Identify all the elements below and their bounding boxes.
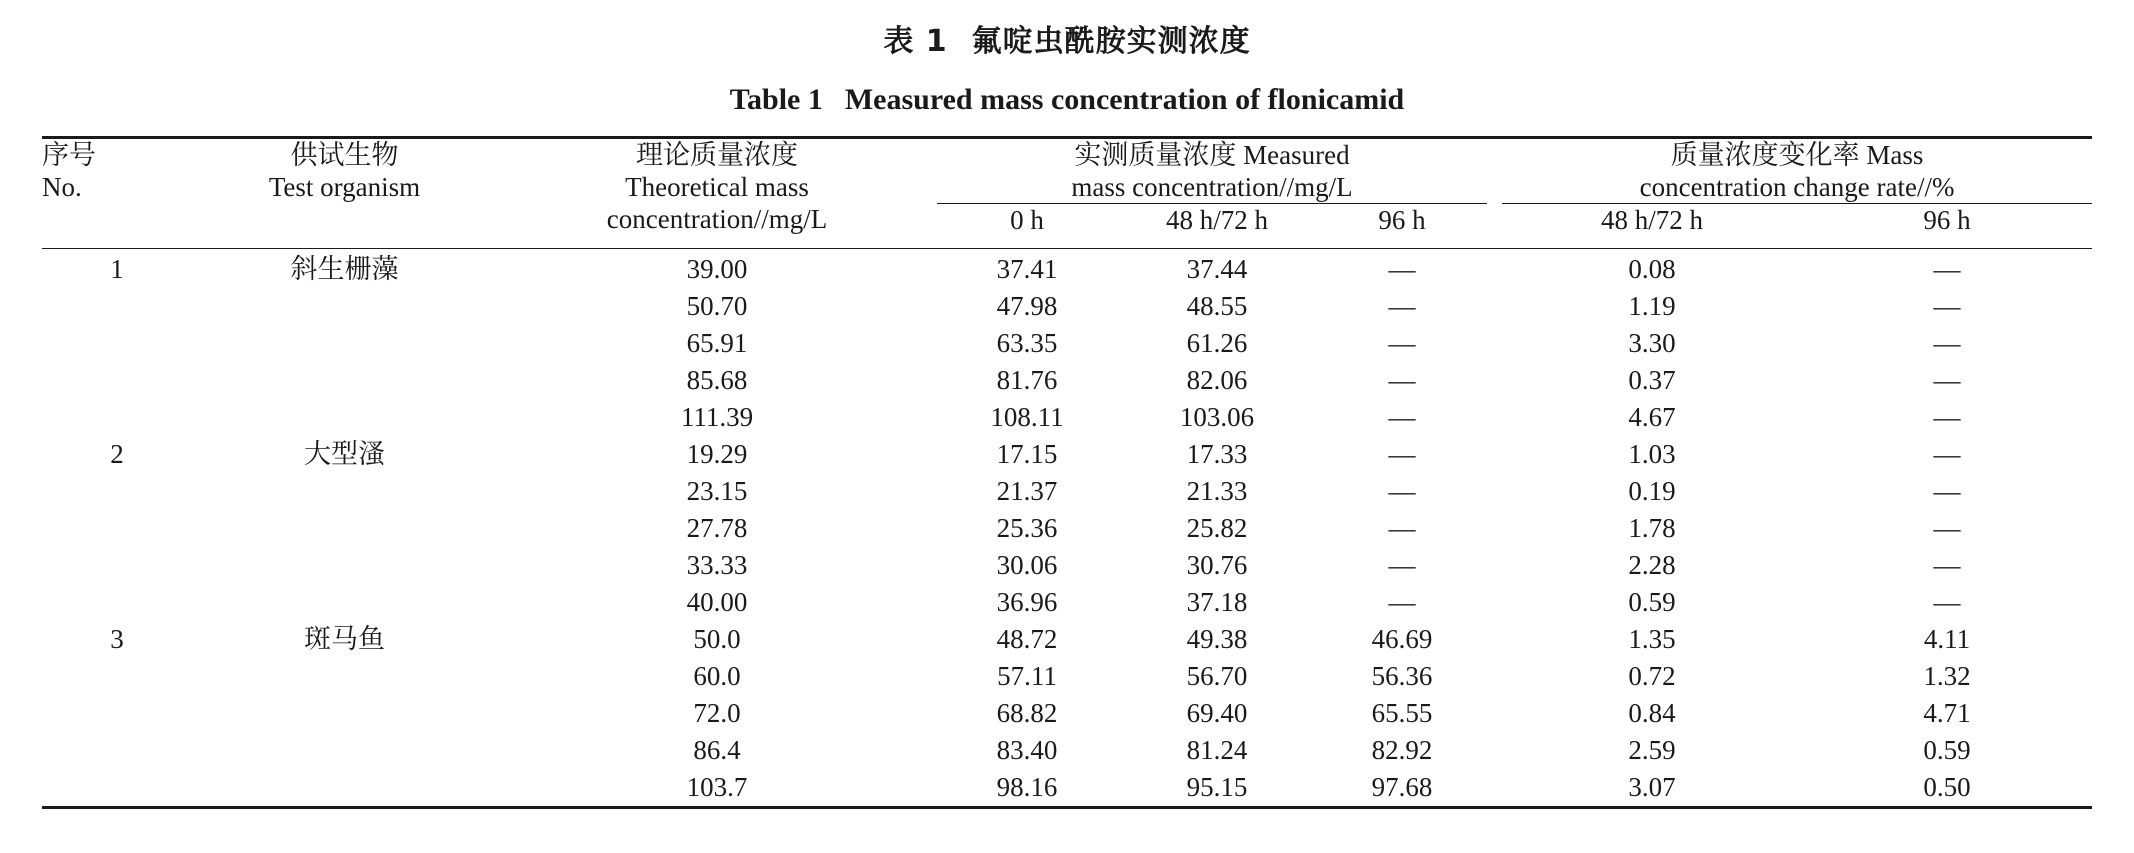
header-measured-2: mass concentration//mg/L — [1071, 172, 1353, 202]
cell-rate-96h: — — [1933, 476, 1961, 506]
cell-gap — [1487, 510, 1502, 547]
cell-gap — [1487, 732, 1502, 769]
cell-organism — [192, 399, 497, 436]
header-organism — [192, 138, 497, 249]
cell-theoretical: 40.00 — [686, 587, 748, 617]
cell-rate-48-72h: 0.72 — [1628, 661, 1676, 691]
cell-measured-48-72h: 103.06 — [1179, 402, 1255, 432]
cell-rate-48-72h: 1.19 — [1628, 291, 1676, 321]
table-caption-chinese — [0, 22, 2134, 62]
table-number-english: Table 1 — [729, 83, 823, 116]
cell-rate-96h: — — [1933, 439, 1961, 469]
cell-measured-96h: — — [1388, 365, 1416, 395]
table-title-chinese: 氟啶虫酰胺实测浓度 — [971, 24, 1251, 59]
cell-gap — [1487, 436, 1502, 473]
cell-number — [42, 473, 192, 510]
header-organism-cn: 供试生物 — [290, 140, 399, 170]
cell-rate-48-72h: 0.08 — [1628, 254, 1676, 284]
cell-measured-96h: — — [1388, 291, 1416, 321]
cell-number — [42, 769, 192, 808]
header-number-cn: 序号 — [42, 140, 96, 170]
cell-measured-0h: 47.98 — [996, 291, 1058, 321]
cell-measured-96h: — — [1388, 587, 1416, 617]
cell-organism — [192, 325, 497, 362]
cell-measured-96h: — — [1388, 550, 1416, 580]
cell-measured-0h: 37.41 — [996, 254, 1058, 284]
cell-organism — [192, 547, 497, 584]
cell-organism: 大型溞 — [304, 439, 385, 469]
cell-measured-96h: 56.36 — [1371, 661, 1433, 691]
table-row — [42, 325, 2092, 362]
header-theoretical — [497, 138, 937, 249]
concentration-table — [42, 136, 2092, 809]
cell-rate-48-72h: 3.07 — [1628, 772, 1676, 802]
cell-measured-48-72h: 25.82 — [1186, 513, 1248, 543]
cell-organism: 斑马鱼 — [304, 624, 385, 654]
cell-measured-0h: 81.76 — [996, 365, 1058, 395]
cell-rate-48-72h: 0.37 — [1628, 365, 1676, 395]
cell-measured-48-72h: 17.33 — [1186, 439, 1248, 469]
cell-gap — [1487, 695, 1502, 732]
cell-theoretical: 33.33 — [686, 550, 748, 580]
cell-measured-48-72h: 48.55 — [1186, 291, 1248, 321]
table-row — [42, 584, 2092, 621]
cell-measured-48-72h: 82.06 — [1186, 365, 1248, 395]
cell-rate-96h: — — [1933, 587, 1961, 617]
cell-rate-96h: 0.50 — [1923, 772, 1971, 802]
cell-rate-96h: — — [1933, 402, 1961, 432]
cell-rate-48-72h: 0.84 — [1628, 698, 1676, 728]
cell-measured-48-72h: 56.70 — [1186, 661, 1248, 691]
cell-measured-48-72h: 21.33 — [1186, 476, 1248, 506]
cell-number — [42, 695, 192, 732]
cell-theoretical: 27.78 — [686, 513, 748, 543]
cell-rate-48-72h: 3.30 — [1628, 328, 1676, 358]
header-rate-group — [1502, 138, 2092, 204]
cell-theoretical: 60.0 — [693, 661, 741, 691]
table-title-english: Measured mass concentration of flonicamid — [844, 83, 1405, 116]
cell-theoretical: 19.29 — [686, 439, 748, 469]
header-rate-96h: 96 h — [1923, 205, 1971, 235]
cell-organism — [192, 473, 497, 510]
cell-organism — [192, 584, 497, 621]
header-measured-0h: 0 h — [1010, 205, 1044, 235]
header-number-en: No. — [42, 172, 82, 202]
cell-organism — [192, 362, 497, 399]
cell-number: 2 — [110, 439, 124, 469]
header-rate-48-72h: 48 h/72 h — [1601, 205, 1704, 235]
cell-theoretical: 50.70 — [686, 291, 748, 321]
cell-organism: 斜生栅藻 — [290, 254, 399, 284]
cell-measured-0h: 57.11 — [997, 661, 1057, 691]
cell-rate-48-72h: 1.35 — [1628, 624, 1676, 654]
cell-number — [42, 547, 192, 584]
header-theoretical-cn: 理论质量浓度 — [636, 140, 798, 170]
cell-rate-48-72h: 0.19 — [1628, 476, 1676, 506]
cell-theoretical: 111.39 — [680, 402, 754, 432]
table-row — [42, 362, 2092, 399]
cell-rate-96h: 0.59 — [1923, 735, 1971, 765]
cell-rate-48-72h: 2.28 — [1628, 550, 1676, 580]
cell-number: 3 — [110, 624, 124, 654]
cell-number — [42, 362, 192, 399]
header-measured-48-72h: 48 h/72 h — [1165, 205, 1268, 235]
cell-measured-0h: 17.15 — [996, 439, 1058, 469]
table-row — [42, 732, 2092, 769]
cell-measured-0h: 108.11 — [990, 402, 1064, 432]
cell-measured-96h: — — [1388, 402, 1416, 432]
table-row — [42, 658, 2092, 695]
cell-measured-96h: 82.92 — [1371, 735, 1433, 765]
cell-number — [42, 658, 192, 695]
cell-gap — [1487, 362, 1502, 399]
header-number — [42, 138, 192, 249]
cell-gap — [1487, 769, 1502, 808]
header-organism-en: Test organism — [268, 172, 421, 202]
cell-rate-48-72h: 0.59 — [1628, 587, 1676, 617]
header-gap — [1487, 138, 1502, 204]
cell-rate-48-72h: 2.59 — [1628, 735, 1676, 765]
cell-rate-96h: — — [1933, 291, 1961, 321]
table-row — [42, 288, 2092, 325]
cell-number — [42, 288, 192, 325]
cell-measured-96h: 65.55 — [1371, 698, 1433, 728]
cell-number — [42, 584, 192, 621]
cell-measured-96h: — — [1388, 254, 1416, 284]
table-caption-english — [0, 80, 2134, 120]
header-rate-1: 质量浓度变化率 Mass — [1670, 140, 1924, 170]
cell-measured-0h: 30.06 — [996, 550, 1058, 580]
cell-measured-96h: 97.68 — [1371, 772, 1433, 802]
cell-measured-48-72h: 69.40 — [1186, 698, 1248, 728]
header-theoretical-en-1: Theoretical mass — [625, 172, 809, 202]
cell-measured-48-72h: 81.24 — [1186, 735, 1248, 765]
cell-measured-96h: — — [1388, 328, 1416, 358]
cell-gap — [1487, 473, 1502, 510]
cell-organism — [192, 695, 497, 732]
cell-organism — [192, 732, 497, 769]
cell-measured-48-72h: 95.15 — [1186, 772, 1248, 802]
header-measured-group — [937, 138, 1487, 204]
cell-rate-96h: — — [1933, 254, 1961, 284]
header-measured-1: 实测质量浓度 Measured — [1074, 140, 1350, 170]
cell-rate-96h: 4.11 — [1923, 624, 1971, 654]
cell-organism — [192, 658, 497, 695]
cell-number — [42, 325, 192, 362]
cell-number — [42, 510, 192, 547]
cell-measured-0h: 36.96 — [996, 587, 1058, 617]
cell-measured-48-72h: 37.18 — [1186, 587, 1248, 617]
cell-number: 1 — [110, 254, 124, 284]
cell-measured-96h: — — [1388, 439, 1416, 469]
table-row — [42, 399, 2092, 436]
cell-organism — [192, 510, 497, 547]
cell-rate-96h: — — [1933, 328, 1961, 358]
header-measured-96h: 96 h — [1378, 205, 1426, 235]
cell-gap — [1487, 325, 1502, 362]
cell-measured-48-72h: 61.26 — [1186, 328, 1248, 358]
header-gap-sub — [1487, 204, 1502, 249]
cell-theoretical: 85.68 — [686, 365, 748, 395]
table-row — [42, 621, 2092, 658]
cell-theoretical: 50.0 — [693, 624, 741, 654]
cell-rate-96h: 1.32 — [1923, 661, 1971, 691]
cell-gap — [1487, 584, 1502, 621]
table-body — [42, 249, 2092, 808]
cell-rate-96h: — — [1933, 513, 1961, 543]
cell-gap — [1487, 288, 1502, 325]
table-row — [42, 547, 2092, 584]
cell-measured-0h: 83.40 — [996, 735, 1058, 765]
cell-rate-48-72h: 4.67 — [1628, 402, 1676, 432]
cell-number — [42, 399, 192, 436]
cell-rate-48-72h: 1.03 — [1628, 439, 1676, 469]
cell-organism — [192, 288, 497, 325]
cell-gap — [1487, 547, 1502, 584]
cell-measured-96h: — — [1388, 476, 1416, 506]
table-row — [42, 473, 2092, 510]
table-row — [42, 436, 2092, 473]
cell-measured-0h: 21.37 — [996, 476, 1058, 506]
header-rate-2: concentration change rate//% — [1639, 172, 1955, 202]
cell-gap — [1487, 249, 1502, 289]
cell-theoretical: 103.7 — [686, 772, 748, 802]
cell-measured-48-72h: 49.38 — [1186, 624, 1248, 654]
cell-theoretical: 23.15 — [686, 476, 748, 506]
cell-measured-96h: 46.69 — [1371, 624, 1433, 654]
cell-measured-0h: 68.82 — [996, 698, 1058, 728]
table-row — [42, 510, 2092, 547]
cell-rate-96h: — — [1933, 365, 1961, 395]
cell-rate-96h: — — [1933, 550, 1961, 580]
cell-rate-48-72h: 1.78 — [1628, 513, 1676, 543]
cell-theoretical: 65.91 — [686, 328, 748, 358]
cell-organism — [192, 769, 497, 808]
cell-theoretical: 72.0 — [693, 698, 741, 728]
cell-gap — [1487, 399, 1502, 436]
table-row — [42, 769, 2092, 808]
cell-measured-0h: 63.35 — [996, 328, 1058, 358]
table-number-chinese: 表 1 — [883, 24, 948, 59]
cell-gap — [1487, 621, 1502, 658]
table-row — [42, 249, 2092, 289]
cell-number — [42, 732, 192, 769]
cell-measured-96h: — — [1388, 513, 1416, 543]
cell-measured-0h: 98.16 — [996, 772, 1058, 802]
cell-measured-0h: 25.36 — [996, 513, 1058, 543]
cell-measured-48-72h: 37.44 — [1186, 254, 1248, 284]
cell-theoretical: 39.00 — [686, 254, 748, 284]
cell-rate-96h: 4.71 — [1923, 698, 1971, 728]
cell-gap — [1487, 658, 1502, 695]
table-row — [42, 695, 2092, 732]
cell-theoretical: 86.4 — [693, 735, 741, 765]
cell-measured-48-72h: 30.76 — [1186, 550, 1248, 580]
cell-measured-0h: 48.72 — [996, 624, 1058, 654]
header-theoretical-en-2: concentration//mg/L — [606, 204, 828, 234]
